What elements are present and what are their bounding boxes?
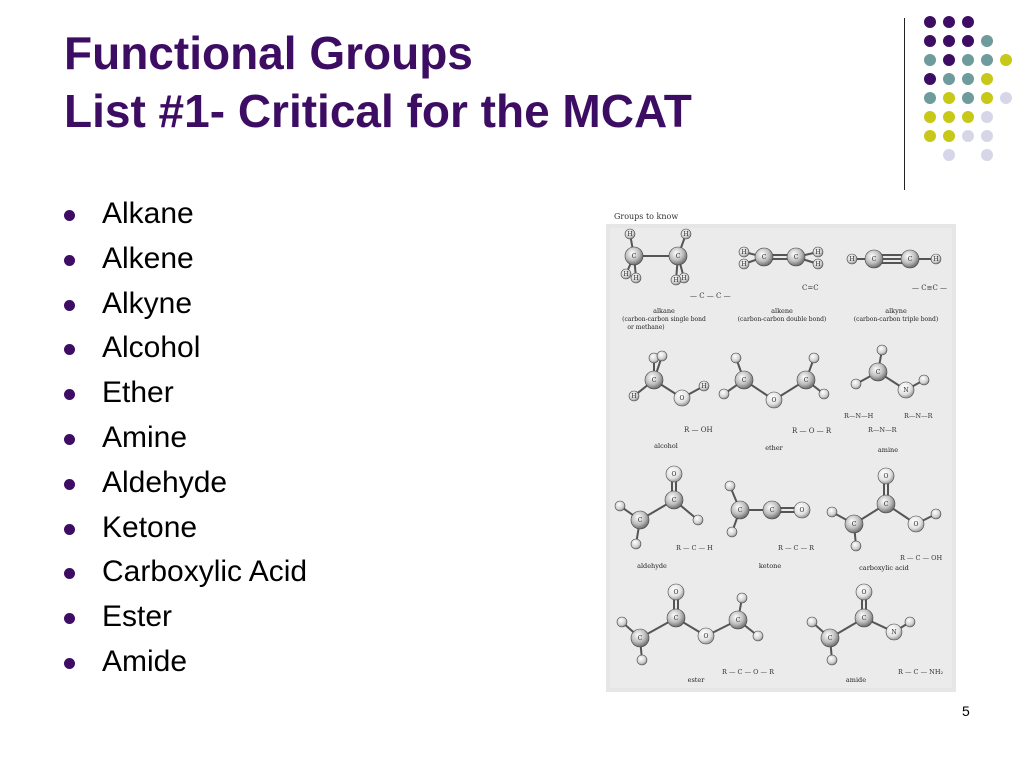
formula-ketone: R — C — R [778, 544, 815, 552]
caption-amine: amine [877, 446, 899, 454]
list-item: Alkane [64, 192, 307, 237]
svg-text:H: H [849, 256, 855, 263]
svg-text:C=C: C=C [802, 284, 819, 292]
svg-text:H: H [623, 271, 629, 278]
svg-text:C: C [793, 254, 799, 261]
formula-ester: R — C — O — R [722, 668, 774, 676]
svg-text:C: C [803, 377, 809, 384]
bullet-dot-icon [64, 434, 75, 445]
list-item: Alcohol [64, 326, 307, 371]
functional-group-list [64, 192, 307, 685]
svg-text:R—N—R: R—N—R [868, 426, 897, 434]
caption-alkyne: alkyne [885, 307, 907, 315]
bullet-dot-icon [64, 524, 75, 535]
formula-alcohol: R — OH [684, 426, 713, 434]
svg-text:H: H [627, 231, 633, 238]
bullet-dot-icon [64, 568, 75, 579]
svg-text:H: H [633, 275, 639, 282]
title-line-1: Functional Groups [64, 27, 473, 79]
caption-alcohol: alcohol [654, 442, 678, 450]
bullet-dot-icon [64, 389, 75, 400]
svg-text:C: C [651, 377, 657, 384]
svg-text:C: C [851, 521, 857, 528]
svg-text:O: O [671, 471, 677, 478]
formula-aldehyde: R — C — H [676, 544, 713, 552]
svg-text:H: H [631, 393, 637, 400]
formula-amide: R — C — NH₂ [898, 668, 944, 676]
list-item: Amide [64, 640, 307, 685]
caption-alkene: alkene [771, 307, 793, 315]
svg-text:C: C [871, 256, 877, 263]
svg-text:C: C [637, 635, 643, 642]
bullet-dot-icon [64, 658, 75, 669]
caption-aldehyde: aldehyde [637, 562, 667, 570]
caption-ketone: ketone [758, 562, 782, 570]
svg-text:C: C [907, 256, 913, 263]
caption-ester: ester [687, 676, 705, 684]
caption-alkyne-sub: (carbon-carbon triple bond) [853, 316, 939, 323]
svg-text:C: C [827, 635, 833, 642]
svg-text:O: O [861, 589, 867, 596]
bullet-dot-icon [64, 613, 75, 624]
bullet-dot-icon [64, 344, 75, 355]
caption-carboxylic-acid: carboxylic acid [859, 564, 909, 572]
list-item: Ketone [64, 506, 307, 551]
svg-text:H: H [741, 249, 747, 256]
list-item: Carboxylic Acid [64, 550, 307, 595]
svg-text:O: O [883, 473, 889, 480]
svg-text:C: C [673, 615, 679, 622]
bullet-dot-icon [64, 255, 75, 266]
caption-amide: amide [845, 676, 867, 684]
formula-carboxylic-acid: R — C — OH [900, 554, 943, 562]
svg-text:C: C [761, 254, 767, 261]
decorative-dot-grid [0, 0, 1036, 200]
svg-text:H: H [741, 261, 747, 268]
list-item: Aldehyde [64, 461, 307, 506]
svg-text:C: C [769, 507, 775, 514]
list-item: Amine [64, 416, 307, 461]
svg-text:R—N—R: R—N—R [904, 412, 933, 420]
svg-text:— C≡C —: — C≡C — [912, 284, 948, 292]
list-item: Alkene [64, 237, 307, 282]
caption-alkene-sub: (carbon-carbon double bond) [737, 316, 827, 323]
caption-alkane-sub: (carbon-carbon single bond [622, 316, 706, 323]
svg-text:O: O [673, 589, 679, 596]
svg-text:C: C [631, 253, 637, 260]
svg-text:H: H [701, 383, 707, 390]
bullet-dot-icon [64, 479, 75, 490]
svg-text:C: C [883, 501, 889, 508]
caption-ether: ether [765, 444, 783, 452]
svg-text:N: N [903, 387, 909, 394]
figure-heading: Groups to know [614, 212, 679, 221]
bullet-dot-icon [64, 300, 75, 311]
svg-text:H: H [933, 256, 939, 263]
svg-text:O: O [703, 633, 709, 640]
svg-text:C: C [737, 507, 743, 514]
svg-text:C: C [671, 497, 677, 504]
list-item: Ester [64, 595, 307, 640]
svg-text:C: C [637, 517, 643, 524]
svg-text:O: O [771, 397, 777, 404]
slide-number: 5 [962, 703, 970, 719]
bullet-dot-icon [64, 210, 75, 221]
formula-ether: R — O — R [792, 427, 832, 435]
svg-text:N: N [891, 629, 897, 636]
svg-text:— C — C —: — C — C — [690, 292, 731, 300]
svg-text:O: O [679, 395, 685, 402]
svg-text:C: C [875, 369, 881, 376]
svg-text:C: C [735, 617, 741, 624]
svg-text:H: H [815, 249, 821, 256]
svg-text:C: C [675, 253, 681, 260]
svg-text:O: O [799, 507, 805, 514]
caption-alkane: alkane [653, 307, 675, 315]
functional-groups-figure [606, 208, 956, 692]
caption-alkane-sub2: or methane) [627, 324, 665, 331]
svg-text:C: C [741, 377, 747, 384]
svg-text:C: C [861, 615, 867, 622]
title-line-2: List #1- Critical for the MCAT [64, 85, 692, 137]
svg-text:H: H [673, 277, 679, 284]
svg-text:O: O [913, 521, 919, 528]
list-item: Ether [64, 371, 307, 416]
list-item: Alkyne [64, 282, 307, 327]
svg-text:H: H [681, 275, 687, 282]
svg-text:H: H [815, 261, 821, 268]
svg-text:H: H [683, 231, 689, 238]
svg-text:R—N—H: R—N—H [844, 412, 874, 420]
